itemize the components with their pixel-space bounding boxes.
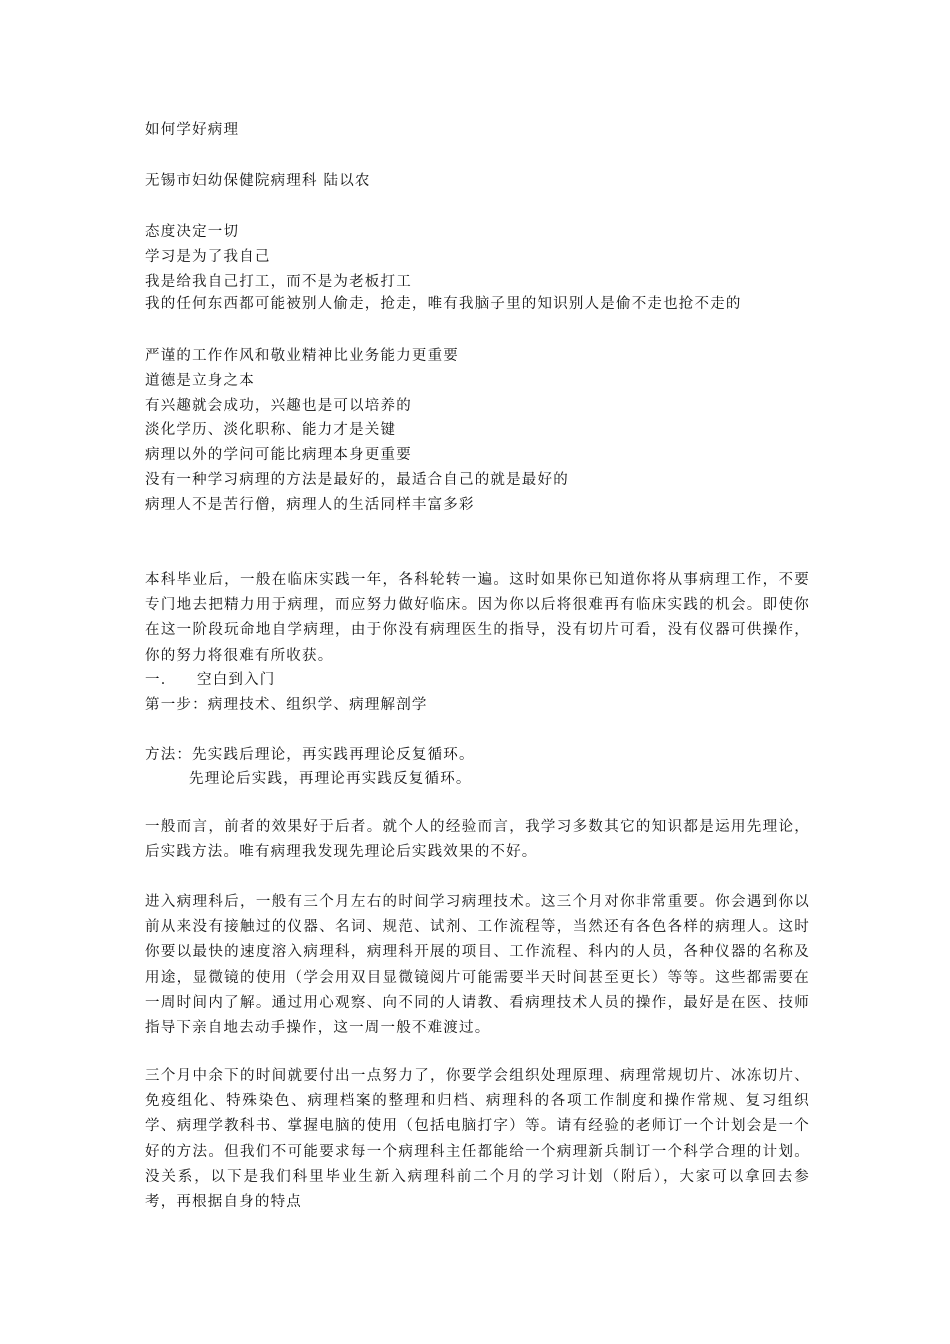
attitude-line-3: 我是给我自己打工，而不是为老板打工 bbox=[145, 274, 412, 290]
section-title: 空白到入门 bbox=[197, 672, 276, 688]
intro-paragraph: 本科毕业后，一般在临床实践一年，各科轮转一遍。这时如果你已知道你将从事病理工作，不要专门地去把精力用于病理，而应努力做好临床。因为你以后将很难再有临床实践的机会。即使你在这一阶段玩命地自学病理，由于你没有病理医生的指导，没有切片可看，没有仪器可供操作，你的努力将很难有所收获。 bbox=[145, 572, 810, 664]
attitude-line-9: 病理以外的学问可能比病理本身更重要 bbox=[145, 447, 412, 463]
attitude-line-2: 学习是为了我自己 bbox=[145, 249, 271, 265]
author-line: 无锡市妇幼保健院病理科 陆以农 bbox=[145, 173, 371, 189]
attitude-line-1: 态度决定一切 bbox=[145, 224, 240, 240]
section-number: 一． bbox=[145, 672, 177, 688]
document-title: 如何学好病理 bbox=[145, 122, 240, 138]
section-heading-one bbox=[145, 668, 276, 689]
attitude-line-7: 有兴趣就会成功，兴趣也是可以培养的 bbox=[145, 398, 412, 414]
entry-paragraph: 进入病理科后，一般有三个月左右的时间学习病理技术。这三个月对你非常重要。你会遇到你以前从来没有接触过的仪器、名词、规范、试剂、工作流程等，当然还有各色各样的病理人。这时你要以最快的速度溶入病理科，病理科开展的项目、工作流程、科内的人员，各种仪器的名称及用途，显微镜的使用（学会用双目显微镜阅片可能需要半天时间甚至更长）等等。这些都需要在一周时间内了解。通过用心观察、向不同的人请教、看病理技术人员的操作，最好是在医、技师指导下亲自地去动手操作，这一周一般不难渡过。 bbox=[145, 894, 810, 1037]
attitude-line-8: 淡化学历、淡化职称、能力才是关键 bbox=[145, 422, 397, 438]
attitude-line-5: 严谨的工作作风和敬业精神比业务能力更重要 bbox=[145, 348, 459, 364]
method-line-1: 方法：先实践后理论，再实践再理论反复循环。 bbox=[145, 747, 475, 763]
comparison-paragraph: 一般而言，前者的效果好于后者。就个人的经验而言，我学习多数其它的知识都是运用先理论，后实践方法。唯有病理我发现先理论后实践效果的不好。 bbox=[145, 819, 810, 861]
attitude-line-4: 我的任何东西都可能被别人偷走，抢走，唯有我脑子里的知识别人是偷不走也抢不走的 bbox=[145, 296, 742, 312]
attitude-line-11: 病理人不是苦行僧，病理人的生活同样丰富多彩 bbox=[145, 497, 475, 513]
attitude-line-10: 没有一种学习病理的方法是最好的，最适合自己的就是最好的 bbox=[145, 472, 569, 488]
method-line-2: 先理论后实践，再理论再实践反复循环。 bbox=[189, 771, 472, 787]
remaining-paragraph: 三个月中余下的时间就要付出一点努力了，你要学会组织处理原理、病理常规切片、冰冻切片、免疫组化、特殊染色、病理档案的整理和归档、病理科的各项工作制度和操作常规、复习组织学、病理学教科书、掌握电脑的使用（包括电脑打字）等。请有经验的老师订一个计划会是一个好的方法。但我们不可能要求每一个病理科主任都能给一个病理新兵制订一个科学合理的计划。没关系，以下是我们科里毕业生新入病理科前二个月的学习计划（附后），大家可以拿回去参考，再根据自身的特点 bbox=[145, 1068, 810, 1211]
attitude-line-6: 道德是立身之本 bbox=[145, 373, 255, 389]
step-one-heading: 第一步：病理技术、组织学、病理解剖学 bbox=[145, 697, 428, 713]
